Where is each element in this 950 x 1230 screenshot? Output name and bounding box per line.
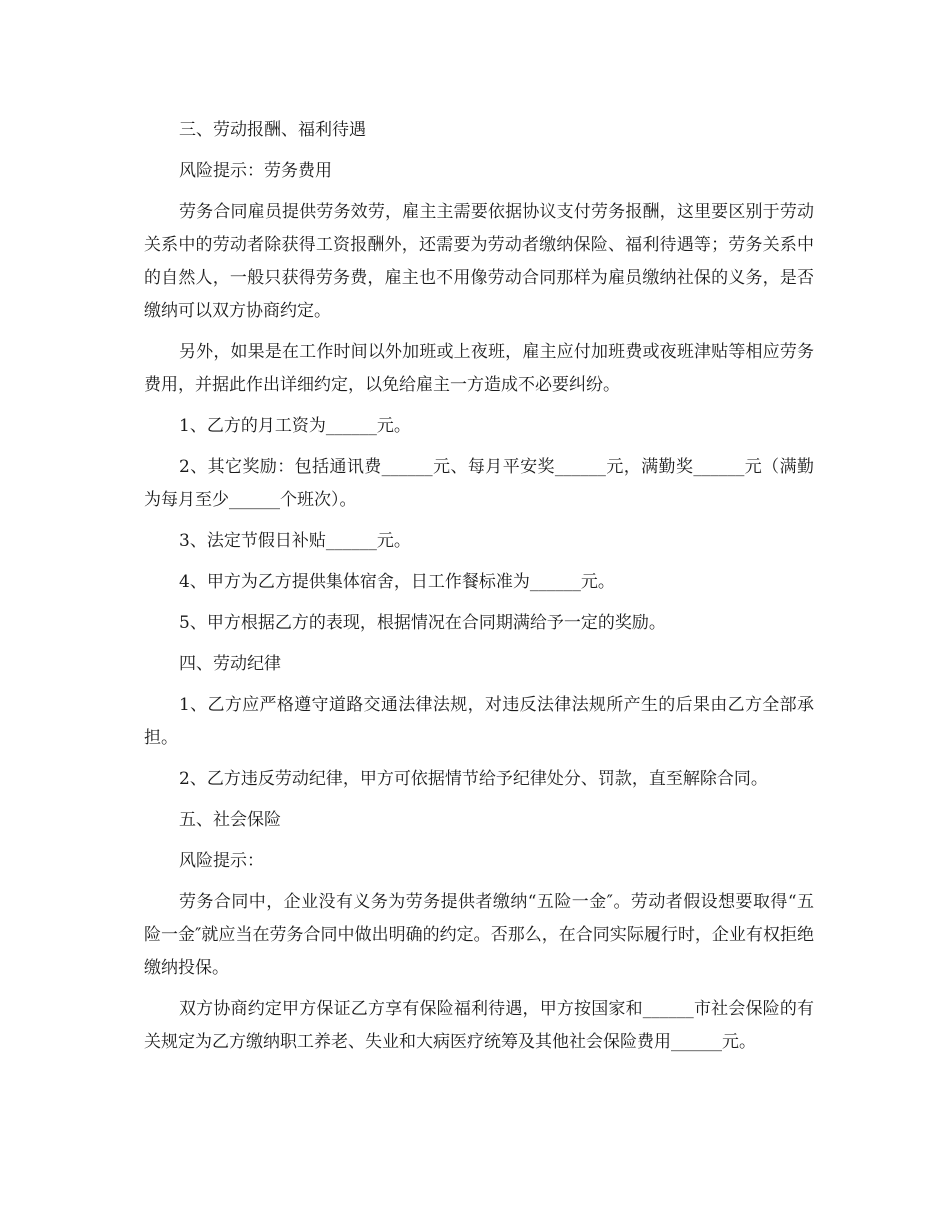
clause-item: 2、其它奖励：包括通讯费______元、每月平安奖______元，满勤奖______元（满勤为每月至少______个班次）。: [144, 457, 814, 510]
clause-item: 2、乙方违反劳动纪律，甲方可依据情节给予纪律处分、罚款，直至解除合同。: [179, 769, 768, 789]
risk-note: 风险提示：: [179, 851, 264, 871]
paragraph: 另外，如果是在工作时间以外加班或上夜班，雇主应付加班费或夜班津贴等相应劳务费用，并据此作出详细约定，以免给雇主一方造成不必要纠纷。: [144, 342, 814, 395]
clause-item: 3、法定节假日补贴______元。: [179, 531, 411, 551]
document-body: [144, 114, 814, 1067]
section-heading: 三、劳动报酬、福利待遇: [179, 120, 366, 140]
section-heading: 五、社会保险: [179, 810, 281, 830]
paragraph: 劳务合同雇员提供劳务效劳，雇主主需要依据协议支付劳务报酬，这里要区别于劳动关系中的劳动者除获得工资报酬外，还需要为劳动者缴纳保险、福利待遇等；劳务关系中的自然人，一般只获得劳务费，雇主也不用像劳动合同那样为雇员缴纳社保的义务，是否缴纳可以双方协商约定。: [144, 202, 814, 321]
clause-item: 5、甲方根据乙方的表现，根据情况在合同期满给予一定的奖励。: [179, 613, 666, 633]
paragraph: 双方协商约定甲方保证乙方享有保险福利待遇，甲方按国家和______市社会保险的有关规定为乙方缴纳职工养老、失业和大病医疗统筹及其他社会保险费用______元。: [144, 999, 814, 1052]
clause-item: 1、乙方的月工资为______元。: [179, 416, 411, 436]
clause-item: 1、乙方应严格遵守道路交通法律法规，对违反法律法规所产生的后果由乙方全部承担。: [144, 695, 814, 748]
clause-item: 4、甲方为乙方提供集体宿舍，日工作餐标准为______元。: [179, 572, 615, 592]
section-heading: 四、劳动纪律: [179, 654, 281, 674]
paragraph: 劳务合同中，企业没有义务为劳务提供者缴纳“五险一金″。劳动者假设想要取得“五险一金″就应当在劳务合同中做出明确的约定。否那么，在合同实际履行时，企业有权拒绝缴纳投保。: [144, 892, 814, 978]
risk-note: 风险提示：劳务费用: [179, 161, 332, 181]
